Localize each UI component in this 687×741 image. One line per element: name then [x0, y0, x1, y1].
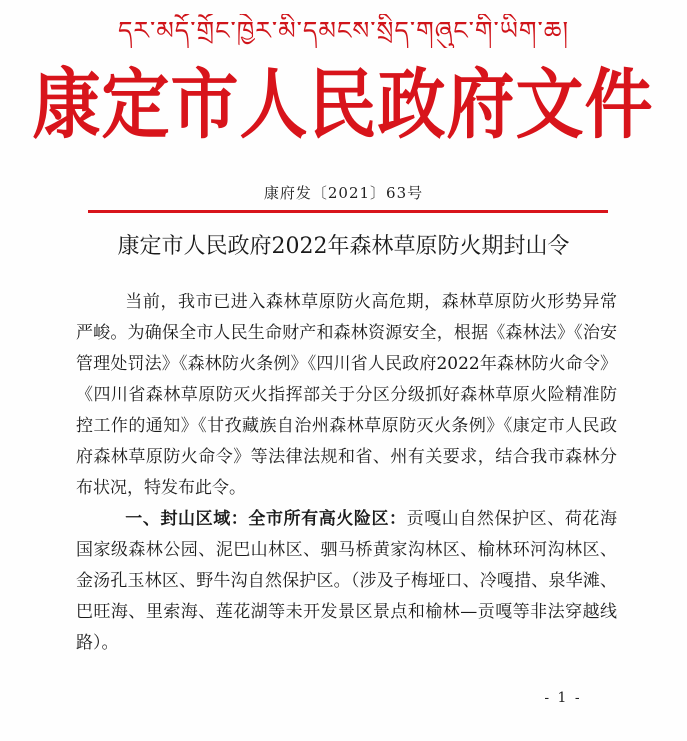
document-title: 康定市人民政府2022年森林草原防火期封山令: [117, 234, 570, 259]
page-number: - 1 -: [544, 690, 582, 706]
masthead-title: 康定市人民政府文件: [32, 61, 654, 151]
section-1-body: 贡嘎山自然保护区、荷花海国家级森林公园、泥巴山林区、驷马桥黄家沟林区、榆林环河沟林区、金汤孔玉林区、野牛沟自然保护区。（涉及子梅垭口、冷嘎措、泉华滩、巴旺海、里索海、莲花湖等未开发景区景点和榆林—贡嘎等非法穿越线路）。: [76, 509, 618, 653]
paragraph-section-1: [76, 504, 617, 659]
red-divider-line: [88, 210, 608, 213]
paragraph-intro: 当前，我市已进入森林草原防火高危期，森林草原防火形势异常严峻。为确保全市人民生命财产和森林资源安全，根据《森林法》《治安管理处罚法》《森林防火条例》《四川省人民政府2022年森林防火命令》《四川省森林草原防灭火指挥部关于分区分级抓好森林草原火险精准防控工作的通知》《甘孜藏族自治州森林草原防灭火条例》《康定市人民政府森林草原防火命令》等法律法规和省、州有关要求，结合我市森林分布状况，特发布此令。: [76, 292, 617, 498]
tibetan-masthead: དར་མདོ་གྲོང་ཁྱེར་མི་དམངས་སྲིད་གཞུང་གི་ཡིག་ཆ།: [117, 16, 570, 45]
document-number: 康府发〔2021〕63号: [263, 184, 424, 202]
document-body: [76, 287, 617, 659]
section-1-heading: 一、封山区域：全市所有高火险区：: [125, 509, 407, 529]
